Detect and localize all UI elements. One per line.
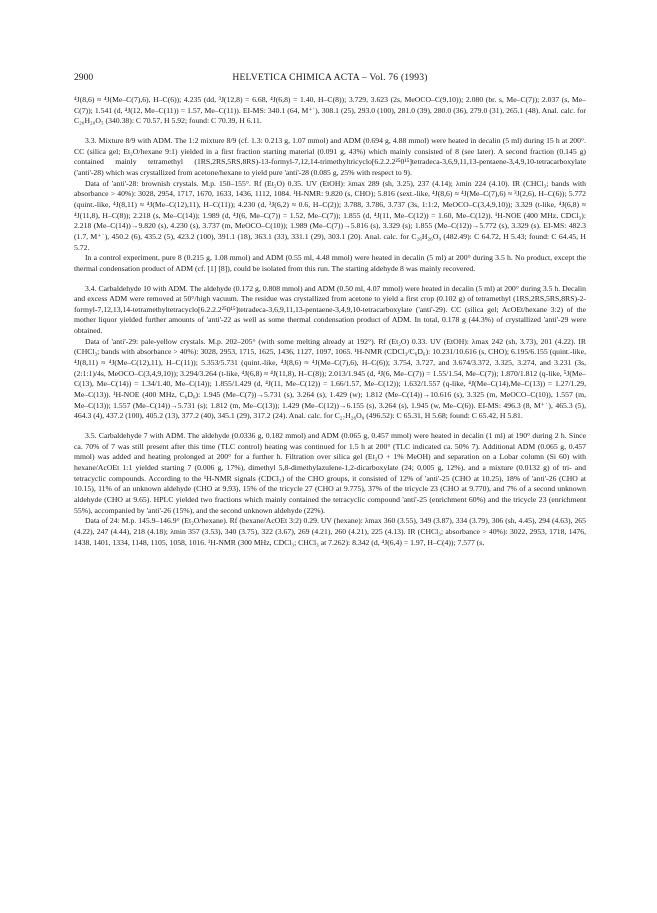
page-number: 2900 [74, 72, 94, 83]
paragraph-control-experiment: In a control experiment, pure 8 (0.215 g, 1.08 mmol) and ADM (0.55 ml, 4.48 mmol) were heated in decalin (5 ml) at 200° during 3.5 h. No product, except the thermal condensation product of ADM (cf. [1] [8]), could be isolated from this run. The starting aldehyde 8 was mainly recovered. [74, 253, 586, 273]
paragraph-section-3-4: 3.4. Carbaldehyde 10 with ADM. The aldehyde (0.172 g, 0.808 mmol) and ADM (0.50 ml, 4.07 mmol) were heated in decalin (5 ml) at 200° during 3.5 h. Decalin and excess ADM were removed at 50°/high vacuum. The residue was crystallized from acetone to yield a first crop (0.102 g) of tetramethyl (1RS,2RS,5RS,8RS)-2-formyl-7,12,13,14-tetramethyltetracyclo[6.2.2.2²⁵0¹⁵]tetradeca-3,6,9,11,13-pentaene-3,4,9,10-tetracarboxylate ('anti'-29). CC (silica gel; AcOEt/hexane 3:2) of the mother liquor yielded further amounts of 'anti'-22 as well as some thermal condensation product of ADM. In total, 0.178 g (44.3%) of crystallized 'anti'-29 were obtained. [74, 283, 586, 336]
journal-title: HELVETICA CHIMICA ACTA – Vol. 76 (1993) [232, 72, 428, 83]
paragraph-section-3-5: 3.5. Carbaldehyde 7 with ADM. The aldehyde (0.0336 g, 0.182 mmol) and ADM (0.065 g, 0.457 mmol) were heated in decalin (1 ml) at 190° during 2 h. Since ca. 70% of 7 was still present after this time (TLC control) heating was continued for 1.5 h at 200° (TLC indicated ca. 50% 7). Additional ADM (0.065 g, 0.457 mmol) was added and heating prolonged at 200° for a further h. Filtration over silica gel (Et₂O + 1% MeOH) and separation on a Lobar column (Si 60) with hexane/AcOEt 1:1 yielded starting 7 (0.006 g, 17%), dimethyl 5,8-dimethylazulene-1,2-dicarboxylate (24; 0.005 g, 12%), and a mixture (0.0132 g) of tri- and tetracyclic compounds. According to the ¹H-NMR signals (CDCl₃) of the CHO groups, it consisted of 12% of 'anti'-25 (CHO at 10.25), 18% of 'anti'-26 (CHO at 10.15), 11% of an unknown aldehyde (CHO at 9.93), 15% of the tricycle 27 (CHO at 9.775), 37% of the tricycle 23 (CHO at 9.770), and 7% of a second unknown aldehyde (CHO at 9.65). HPLC yielded two fractions which mainly contained the tetracyclic compound 'anti'-25 (enrichment 60%) and the tricycle 23 (enrichment 55%), accompanied by 'anti'-26 (15%), and the second unknown aldehyde (22%). [74, 431, 586, 515]
paragraph-continuation: ⁴J(8,6) ≈ ⁴J(Me–C(7),6), H–C(6)); 4.235 (dd, ³J(12,8) = 6.68, ⁴J(6,8) = 1.40, H–C(8)); 3.729, 3.623 (2s, MeOCO–C(9,10)); 2.080 (br. s, Me–C(7)); 2.037 (s, Me–C(7)); 1.541 (d, ⁴J(12, Me–C(11)) = 1.57, Me–C(11)). EI-MS: 340.1 (64, M⁺˙), 308.1 (25), 293.0 (100), 281.0 (39), 280.0 (36), 279.0 (31), 265.1 (48). Anal. calc. for C₂₀H₂₀O₅ (340.38): C 70.57, H 5.92; found: C 70.39, H 6.11. [74, 95, 586, 126]
article-body [74, 95, 586, 548]
paragraph-data-anti-28: Data of 'anti'-28: brownish crystals. M.p. 150–155°. Rf (Et₂O) 0.35. UV (EtOH): λmax 289 (sh, 3.25), 237 (4.14); λmin 224 (4.10). IR (CHCl₃; bands with absorbance > 40%): 3028, 2954, 1717, 1670, 1633, 1436, 1112, 1084. ¹H-NMR: 9.820 (s, CHO); 5.816 (sext.-like, ⁴J(8,6) ≈ ⁴J(Me–C(7),6) ≈ ³J(2,6), H–C(6)); 5.772 (quint.-like, ⁴J(8,11) ≈ ⁴J(Me–C(12),11), H–C(11)); 4.230 (d, ³J(6,2) ≈ 0.6, H–C(2)); 3.788, 3.786, 3.737 (3s, 1:1:2, MeOCO–C(3,4,9,10)); 3.329 (t-like, ⁴J(6,8) ≈ ⁴J(11,8), H–C(8)); 2.218 (s, Me–C(14)); 1.989 (d, ⁴J(6, Me–C(7)) = 1.52, Me–C(7)); 1.855 (d, ⁴J(11, Me–C(12)) = 1.60, Me–C(12)). ¹H-NOE (400 MHz, CDCl₃): 2.218 (Me–C(14))→9.820 (s), 4.230 (s), 3.737 (m, MeOCO–C(10)); 1.989 (Me–C(7))→5.816 (s), 3.329 (s); 1.855 (Me–C(12))→5.772 (s), 3.329 (s). EI-MS: 482.3 (1.7, M⁺˙), 450.2 (6), 435.2 (5), 423.2 (100), 391.1 (18), 363.1 (33), 331.1 (29), 303.1 (20). Anal. calc. for C₂₆H₂₆O₉ (482.49): C 64.72, H 5.43; found: C 64.45, H 5.72. [74, 178, 586, 252]
paragraph-section-3-3: 3.3. Mixture 8/9 with ADM. The 1:2 mixture 8/9 (cf. 1.3: 0.213 g, 1.07 mmol) and ADM (0.694 g, 4.88 mmol) were heated in decalin (5 ml) during 15 h at 200°. CC (silica gel; Et₂O/hexane 9:1) yielded in a first fraction starting material (0.091 g, 43%) which mainly consisted of 8 (see later). A second fraction (0.145 g) contained mainly tetramethyl (1RS,2RS,5RS,8RS)-13-formyl-7,12,14-trimethyltricyclo[6.2.2.2²⁵0¹⁵]tetradeca-3,6,9,11,13-pentaene-3,4,9,10-tetracarboxylate ('anti'-28) which was crystallized from acetone/hexane to yield pure 'anti'-28 (0.085 g, 25% with respect to 9). [74, 135, 586, 177]
running-header [74, 72, 586, 86]
paragraph-data-anti-29: Data of 'anti'-29: pale-yellow crystals. M.p. 202–205° (with some melting already at 192°). Rf (Et₂O) 0.33. UV (EtOH): λmax 242 (sh, 3.73), 201 (4.22). IR (CHCl₃; bands with absorbance > 40%): 3028, 2953, 1715, 1625, 1436, 1127, 1097, 1065. ¹H-NMR (CDCl₃/C₆D₆): 10.231/10.616 (s, CHO); 6.195/6.155 (quint.-like, ⁴J(8,11) ≈ ⁴J(Me–C(12),11), H–C(11)); 5.353/5.731 (quint.-like, ⁴J(8,6) ≈ ⁴J(Me–C(7),6), H–C(6)); 3.754, 3.727, and 3.674/3.372, 3.325, 3.274, and 3.231 (3s, (2:1:1)/4s, MeOCO–C(3,4,9,10)); 3.294/3.264 (t-like, ⁴J(6,8) ≈ ⁴J(11,8), H–C(8)); 2.013/1.945 (d, ⁴J(6, Me–C(7)) = 1.55/1.54, Me–C(7)); 1.870/1.812 (q-like, ⁵J(Me–C(13), Me–C(14)) = 1.34/1.40, Me–C(14)); 1.855/1.429 (d, ⁴J(11, Me–C(12)) = 1.66/1.57, Me–C(12)); 1.632/1.557 (q-like, ⁴J(Me–C(14),Me–C(13)) = 1.27/1.29, Me–C(13)). ¹H-NOE (400 MHz, C₆D₆): 1.945 (Me–C(7))→5.731 (s), 3.264 (s), 1.429 (w); 1.812 (Me–C(14))→10.616 (s), 3.325 (m, MeOCO–C(10)), 1.557 (m, Me–C(13)); 1.557 (Me–C(14))→5.731 (s); 1.812 (m, Me–C(13)); 1.429 (Me–C(12))→6.155 (s), 3.264 (s), 1.945 (w, Me–C(6)). EI-MS: 496.3 (8, M⁺˙), 465.3 (5), 464.3 (4), 437.2 (100), 405.2 (13), 377.2 (40), 345.1 (29), 317.2 (24). Anal. calc. for C₂₇H₂₈O₉ (496.52): C 65.31, H 5.68; found: C 65.42, H 5.81. [74, 336, 586, 421]
paragraph-data-24: Data of 24: M.p. 145.9–146.9° (Et₂O/hexane). Rf (hexane/AcOEt 3:2) 0.29. UV (hexane): λmax 360 (3.55), 349 (3.87), 334 (3.79), 306 (sh, 4.45), 294 (4.63), 265 (4.22), 247 (4.44), 218 (4.18); λmin 357 (3.53), 340 (3.75), 322 (3.67), 269 (4.21), 260 (4.21), 225 (4.13). IR (CHCl₃; absorbance > 40%): 3022, 2953, 1718, 1476, 1438, 1401, 1334, 1148, 1105, 1058, 1016. ¹H-NMR (300 MHz, CDCl₃; CHCl₃ at 7.262): 8.342 (d, ⁴J(6,4) = 1.97, H–C(4)); 7.577 (s, [74, 516, 586, 547]
journal-page [74, 72, 586, 548]
